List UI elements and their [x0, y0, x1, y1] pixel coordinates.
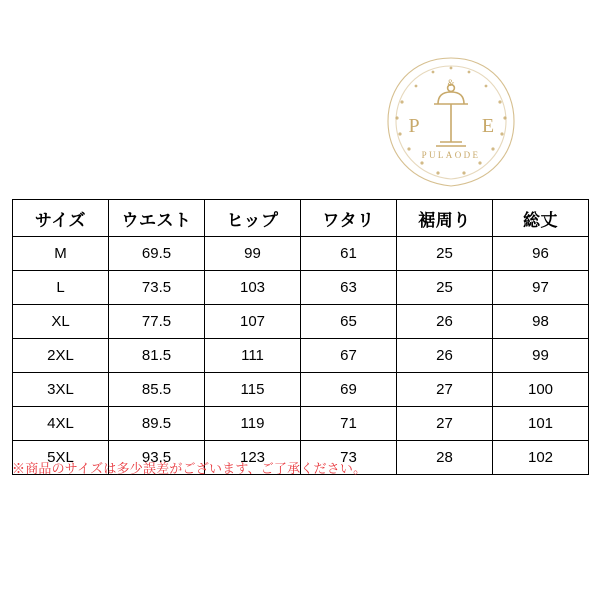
- table-row: [13, 373, 589, 407]
- cell-length: 99: [493, 339, 589, 373]
- cell-hip: 115: [205, 373, 301, 407]
- cell-thigh: 69: [301, 373, 397, 407]
- cell-length: 101: [493, 407, 589, 441]
- cell-waist: 81.5: [109, 339, 205, 373]
- cell-hip: 123: [205, 441, 301, 475]
- column-header-hem: 裾周り: [397, 200, 493, 237]
- cell-hem: 25: [397, 271, 493, 305]
- cell-thigh: 63: [301, 271, 397, 305]
- cell-size: 5XL: [13, 441, 109, 475]
- cell-waist: 89.5: [109, 407, 205, 441]
- cell-size: 3XL: [13, 373, 109, 407]
- logo-right-letter: E: [481, 115, 495, 137]
- cell-waist: 93.5: [109, 441, 205, 475]
- cell-thigh: 67: [301, 339, 397, 373]
- table-row: [13, 237, 589, 271]
- brand-logo-icon: [376, 46, 526, 196]
- cell-length: 100: [493, 373, 589, 407]
- cell-size: M: [13, 237, 109, 271]
- cell-thigh: 73: [301, 441, 397, 475]
- cell-thigh: 61: [301, 237, 397, 271]
- cell-hem: 27: [397, 407, 493, 441]
- cell-waist: 73.5: [109, 271, 205, 305]
- column-header-hip: ヒップ: [205, 200, 301, 237]
- cell-size: 4XL: [13, 407, 109, 441]
- table-body: [13, 237, 589, 475]
- logo-ampersand: &: [447, 78, 455, 88]
- table-row: [13, 200, 589, 237]
- cell-size: 2XL: [13, 339, 109, 373]
- cell-size: L: [13, 271, 109, 305]
- column-header-waist: ウエスト: [109, 200, 205, 237]
- table-row: [13, 407, 589, 441]
- cell-hip: 107: [205, 305, 301, 339]
- cell-waist: 77.5: [109, 305, 205, 339]
- cell-hem: 28: [397, 441, 493, 475]
- cell-hip: 119: [205, 407, 301, 441]
- table-header-row: [13, 200, 589, 237]
- cell-hip: 103: [205, 271, 301, 305]
- cell-hem: 26: [397, 339, 493, 373]
- cell-hip: 111: [205, 339, 301, 373]
- cell-length: 96: [493, 237, 589, 271]
- cell-length: 97: [493, 271, 589, 305]
- cell-hem: 25: [397, 237, 493, 271]
- logo-wordmark: PULAODE: [421, 150, 481, 160]
- column-header-thigh: ワタリ: [301, 200, 397, 237]
- column-header-length: 総丈: [493, 200, 589, 237]
- cell-size: XL: [13, 305, 109, 339]
- brand-logo: [376, 46, 526, 196]
- cell-length: 98: [493, 305, 589, 339]
- logo-left-letter: P: [408, 115, 420, 137]
- cell-hip: 99: [205, 237, 301, 271]
- cell-hem: 27: [397, 373, 493, 407]
- table-row: [13, 271, 589, 305]
- cell-waist: 85.5: [109, 373, 205, 407]
- cell-waist: 69.5: [109, 237, 205, 271]
- cell-thigh: 71: [301, 407, 397, 441]
- size-table: [12, 199, 589, 475]
- column-header-size: サイズ: [13, 200, 109, 237]
- cell-thigh: 65: [301, 305, 397, 339]
- table-row: [13, 339, 589, 373]
- size-disclaimer-note: ※商品のサイズは多少誤差がございます、ご了承ください。: [12, 461, 367, 476]
- table-row: [13, 305, 589, 339]
- cell-hem: 26: [397, 305, 493, 339]
- cell-length: 102: [493, 441, 589, 475]
